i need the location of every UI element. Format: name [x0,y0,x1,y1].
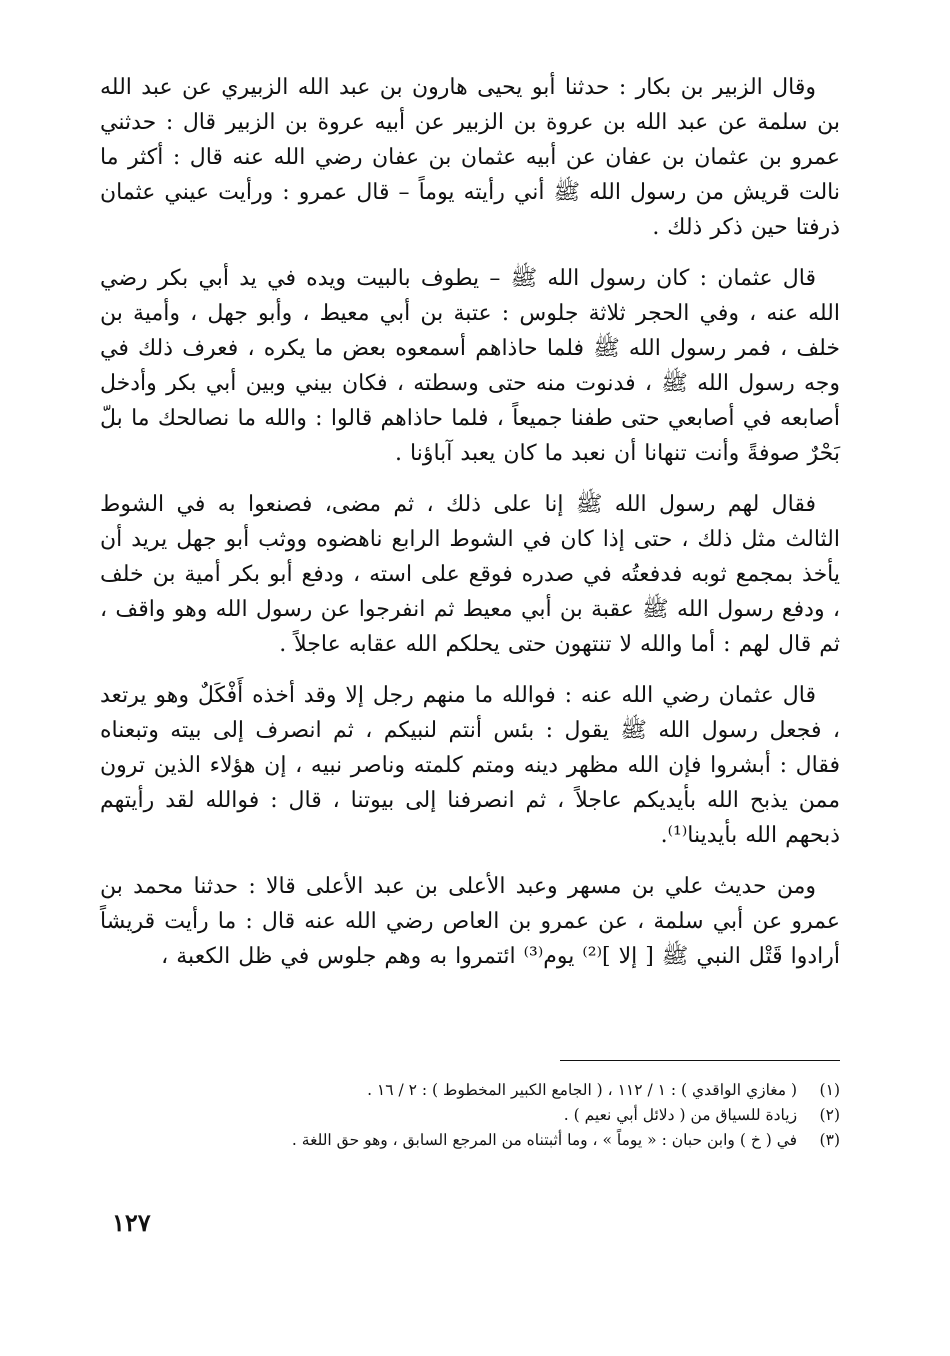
paragraph-2: قال عثمان : كان رسول الله ﷺ – يطوف بالبيت ويده في يد أبي بكر رضي الله عنه ، وفي الحجر ثلاثة جلوس : عتبة بن أبي معيط ، وأبو جهل ، وأمية بن خلف ، فمر رسول الله ﷺ فلما حاذاهم أسمعوه بعض ما يكره ، فعرف ذلك في وجه رسول الله ﷺ ، فدنوت منه حتى وسطته ، فكان بيني وبين أبي بكر وأدخل أصابعه في أصابعي حتى طفنا جميعاً ، فلما حاذاهم قالوا : والله ما نصالحك ما بلّ بَحْرٌ صوفةً وأنت تنهانا أن نعبد ما كان يعبد آباؤنا . [100,266,840,466]
footnote-text: زيادة للسياق من ( دلائل أبي نعيم ) . [563,1106,798,1124]
main-text [100,70,840,990]
footnote-3 [100,1128,840,1153]
footnote-text: ( مغازي الواقدي ) : ١ / ١١٢ ، ( الجامع الكبير المخطوط ) : ٢ / ١٦ . [367,1081,798,1099]
paragraph-3: فقال لهم رسول الله ﷺ إنا على ذلك ، ثم مضى، فصنعوا به في الشوط الثالث مثل ذلك ، حتى إذا كان في الشوط الرابع ناهضوه ووثب أبو جهل يريد أن يأخذ بمجمع ثوبه فدفعتُه في صدره فوقع على استه ، ودفع أبو بكر أمية بن خلف ، ودفع رسول الله ﷺ عقبة بن أبي معيط ثم انفرجوا عن رسول الله وهو واقف ، ثم قال لهم : أما والله لا تنتهون حتى يحلكم الله عقابه عاجلاً . [100,492,840,657]
page-number: ١٢٧ [112,1208,151,1237]
footnote-number: (١) [819,1081,840,1099]
footnote-text: في ( خ ) وابن حبان : « يوماً » ، وما أثبتناه من المرجع السابق ، وهو حق اللغة . [291,1131,798,1149]
footnotes [100,1078,840,1153]
footnote-number: (٢) [819,1106,840,1124]
paragraph-1: وقال الزبير بن بكار : حدثنا أبو يحيى هارون بن عبد الله الزبيري عن عبد الله بن سلمة عن عبد الله بن عروة بن الزبير عن أبيه عروة بن الزبير قال : حدثني عمرو بن عثمان بن عفان عن أبيه عثمان بن عفان رضي الله عنه قال : أكثر ما نالت قريش من رسول الله ﷺ أني رأيته يوماً – قال عمرو : ورأيت عيني عثمان ذرفتا حين ذكر ذلك . [100,75,840,240]
footnote-2 [100,1103,840,1128]
footnote-separator [560,1060,840,1061]
paragraph-5: ومن حديث علي بن مسهر وعبد الأعلى بن عبد الأعلى قالا : حدثنا محمد بن عمرو عن أبي سلمة ، عن عمرو بن العاص رضي الله عنه قال : ما رأيت قريشاً أرادوا قَتْل النبي ﷺ [ إلا ]⁽²⁾ يوم⁽³⁾ ائتمروا به وهم جلوس في ظل الكعبة ، [100,874,840,969]
footnote-number: (٣) [819,1131,840,1149]
paragraph-4: قال عثمان رضي الله عنه : فوالله ما منهم رجل إلا وقد أخذه أَفْكَلٌ وهو يرتعد ، فجعل رسول الله ﷺ يقول : بئس أنتم لنبيكم ، ثم انصرف إلى بيته وتبعناه فقال : أبشروا فإن الله مظهر دينه ومتم كلمته وناصر نبيه ، إن هؤلاء الذين ترون ممن يذبح الله بأيديكم عاجلاً ، ثم انصرفنا إلى بيوتنا ، قال : فوالله لقد رأيتهم ذبحهم الله بأيدينا⁽¹⁾. [100,683,840,848]
footnote-1 [100,1078,840,1103]
